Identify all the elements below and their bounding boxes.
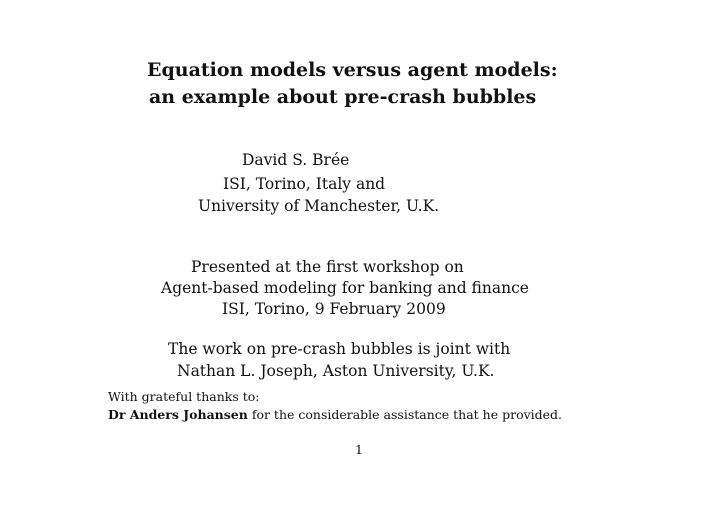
presentation-line-3: ISI, Torino, 9 February 2009 xyxy=(222,300,446,318)
title-line-1: Equation models versus agent models: xyxy=(147,59,558,81)
thanks-line-2 xyxy=(108,409,562,422)
title-line-2: an example about pre-crash bubbles xyxy=(149,86,537,108)
author-affiliation-1: ISI, Torino, Italy and xyxy=(223,175,386,193)
thanks-line-1: With grateful thanks to: xyxy=(108,389,260,404)
presentation-line-2: Agent-based modeling for banking and finance xyxy=(161,279,529,297)
author-affiliation-2: University of Manchester, U.K. xyxy=(198,197,440,215)
joint-work-line-1: The work on pre-crash bubbles is joint with xyxy=(168,340,511,358)
author-name: David S. Brée xyxy=(242,151,350,169)
joint-work-line-2: Nathan L. Joseph, Aston University, U.K. xyxy=(177,362,495,380)
thanks-name: Dr Anders Johansen xyxy=(108,407,248,422)
thanks-rest: for the considerable assistance that he provided. xyxy=(247,407,563,422)
presentation-line-1: Presented at the first workshop on xyxy=(191,258,464,276)
page-number: 1 xyxy=(355,442,363,457)
